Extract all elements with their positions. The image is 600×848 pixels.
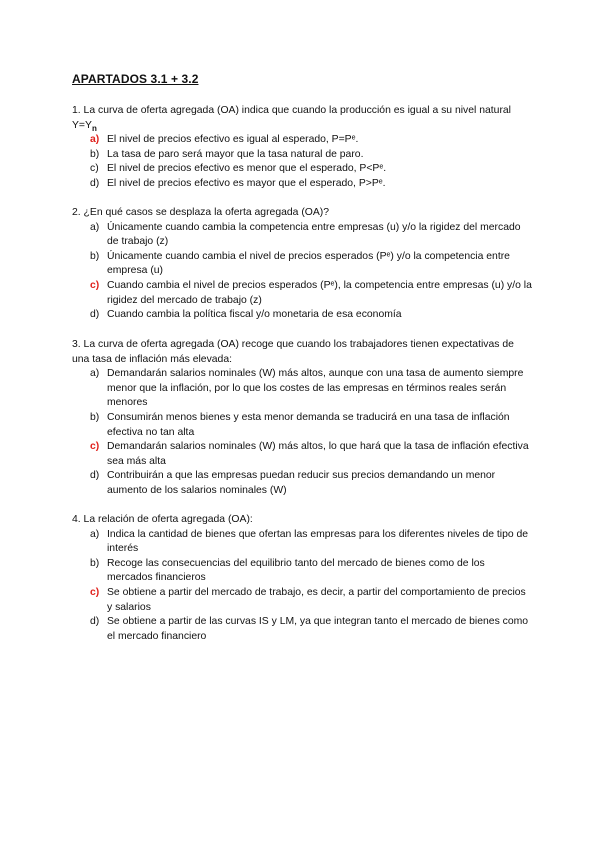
option-letter: a) [90, 221, 100, 233]
question-2-text: 2. ¿En qué casos se desplaza la oferta agregada (OA)? [72, 207, 330, 218]
option-b [72, 557, 532, 586]
option-d [72, 308, 532, 323]
option-letter: b) [90, 148, 100, 160]
option-text: El nivel de precios efectivo es menor que el esperado, P<Pᵉ. [107, 163, 387, 175]
question-1-text: 1. La curva de oferta agregada (OA) indica que cuando la producción es igual a su nivel natural Y=Y [72, 105, 511, 131]
question-text [72, 104, 532, 133]
options-list [72, 367, 532, 498]
option-text: Cuando cambia la política fiscal y/o monetaria de esa economía [107, 309, 402, 321]
options-list [72, 133, 532, 191]
option-a [72, 133, 532, 148]
question-3 [72, 338, 532, 499]
option-letter-correct: a) [90, 134, 100, 146]
page-heading: APARTADOS 3.1 + 3.2 [72, 72, 199, 86]
option-text: Únicamente cuando cambia la competencia entre empresas (u) y/o la rigidez del mercado de trabajo (z) [107, 221, 521, 248]
option-letter: d) [90, 177, 100, 189]
option-text: Demandarán salarios nominales (W) más altos, lo que hará que la tasa de inflación efectiva sea más alta [107, 441, 529, 467]
option-text: Recoge las consecuencias del equilibrio tanto del mercado de bienes como de los mercados financieros [107, 557, 485, 584]
option-c [72, 440, 532, 469]
option-letter-correct: c) [90, 441, 100, 453]
option-letter: c) [90, 163, 99, 175]
option-text: Demandarán salarios nominales (W) más altos, aunque con una tasa de aumento siempre menor que la inflación, por lo que los costes de las empresas en términos reales serán menores [107, 368, 524, 409]
question-2 [72, 206, 532, 323]
option-letter: b) [90, 411, 100, 423]
option-d [72, 469, 532, 498]
subscript-n: n [91, 123, 97, 133]
option-text: Se obtiene a partir de las curvas IS y LM, ya que integran tanto el mercado de bienes como el mercado financiero [107, 616, 529, 642]
option-d [72, 615, 532, 644]
options-list [72, 528, 532, 645]
option-b [72, 411, 532, 440]
question-4-text: 4. La relación de oferta agregada (OA): [72, 514, 253, 525]
option-a [72, 528, 532, 557]
option-a [72, 221, 532, 250]
option-b [72, 250, 532, 279]
option-text: Consumirán menos bienes y esta menor demanda se traducirá en una tasa de inflación efectiva no tan alta [107, 411, 510, 438]
question-4 [72, 513, 532, 644]
option-b [72, 148, 532, 163]
option-letter: a) [90, 528, 100, 540]
options-list [72, 221, 532, 323]
option-letter-correct: c) [90, 586, 100, 598]
question-3-text: 3. La curva de oferta agregada (OA) recoge que cuando los trabajadores tienen expectativas de una tasa de inflación más elevada: [72, 339, 514, 365]
option-text: La tasa de paro será mayor que la tasa natural de paro. [107, 148, 364, 160]
option-text: Indica la cantidad de bienes que ofertan las empresas para los diferentes niveles de tipo de interés [107, 528, 529, 555]
option-c [72, 279, 532, 308]
option-letter: d) [90, 616, 100, 628]
option-c [72, 586, 532, 615]
option-c [72, 162, 532, 177]
option-letter: d) [90, 309, 100, 321]
option-text: El nivel de precios efectivo es mayor que el esperado, P>Pᵉ. [107, 177, 386, 189]
option-text: Cuando cambia el nivel de precios esperados (Pᵉ), la competencia entre empresas (u) y/o la rigidez del mercado de trabajo (z) [107, 279, 532, 306]
option-text: Únicamente cuando cambia el nivel de precios esperados (Pᵉ) y/o la competencia entre empresa (u) [107, 250, 510, 277]
option-letter-correct: c) [90, 279, 100, 291]
option-d [72, 177, 532, 192]
option-text: Contribuirán a que las empresas puedan reducir sus precios demandando un menor aumento de los salarios nominales (W) [107, 470, 496, 496]
option-a [72, 367, 532, 411]
option-letter: b) [90, 557, 100, 569]
question-1 [72, 104, 532, 192]
option-letter: b) [90, 250, 100, 262]
option-letter: d) [90, 470, 100, 482]
option-text: Se obtiene a partir del mercado de trabajo, es decir, a partir del comportamiento de precios y salarios [107, 586, 526, 613]
option-text: El nivel de precios efectivo es igual al esperado, P=Pᵉ. [107, 134, 359, 146]
option-letter: a) [90, 368, 100, 380]
